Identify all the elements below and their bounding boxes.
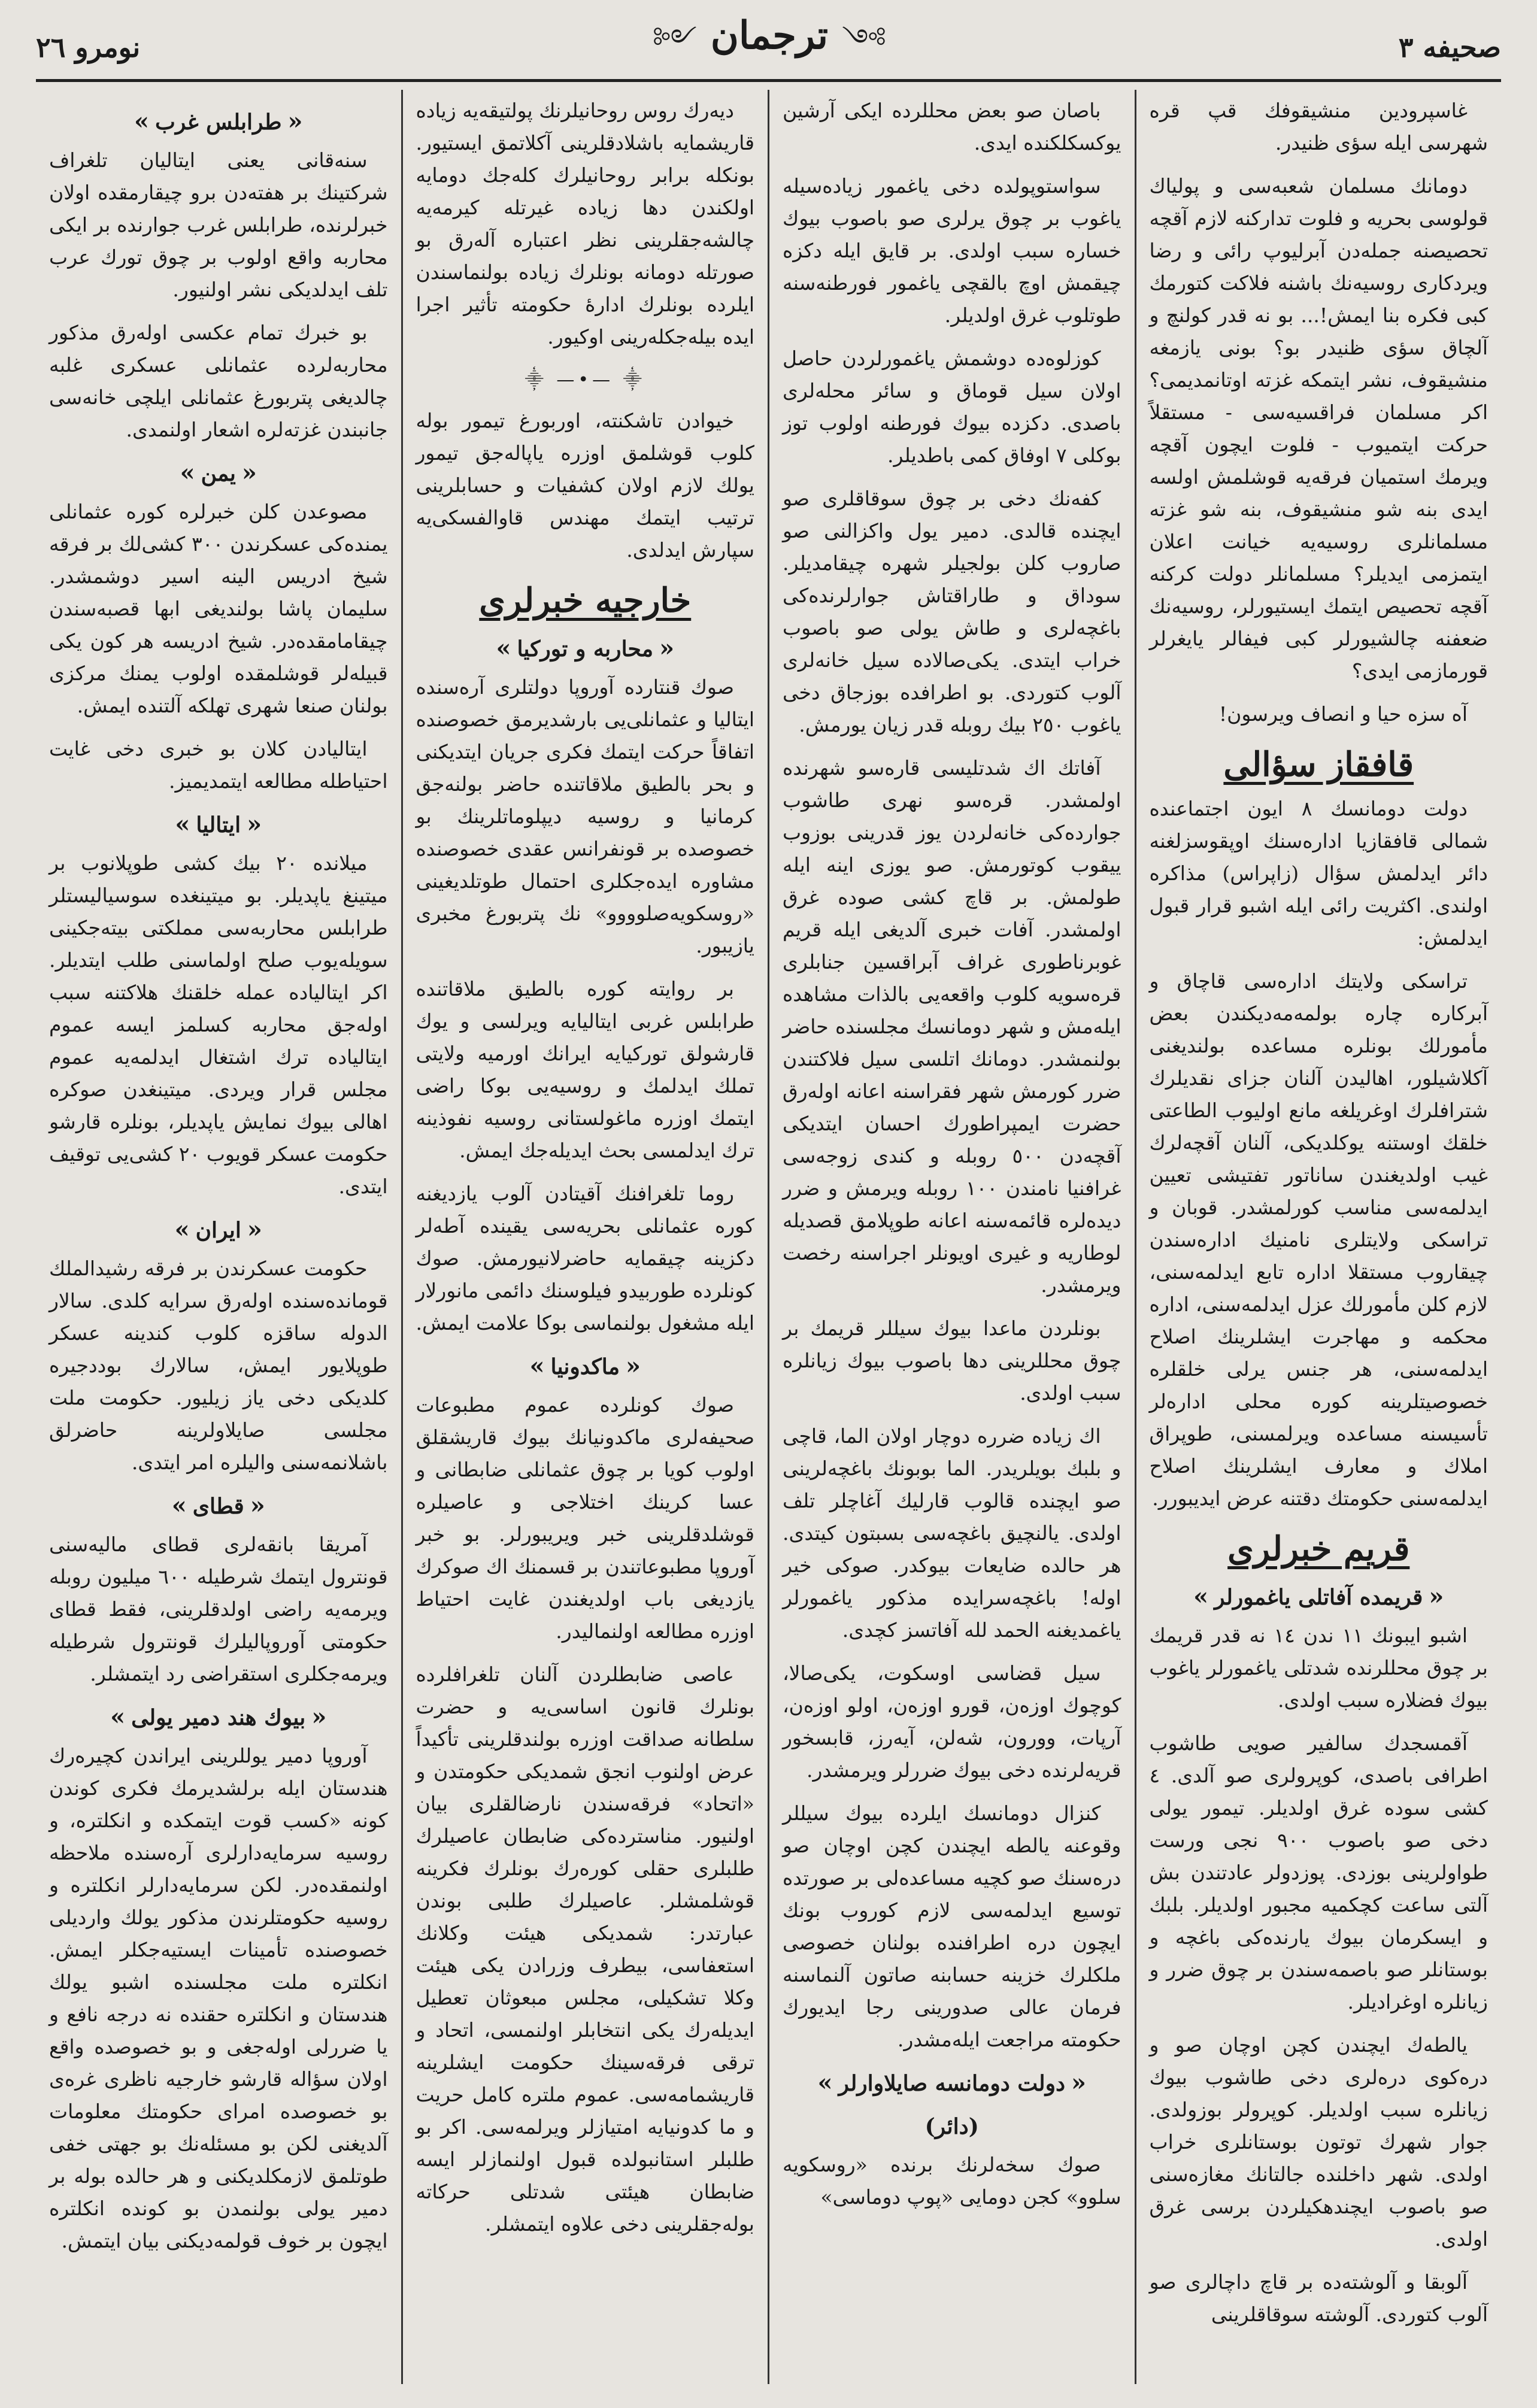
- paragraph: دومانك مسلمان شعبه‌سی و پولیاك قولوسی بحریه و فلوت تدارکنه لازم آقچه تحصیصنه جمله‌دن آبرلیوپ رائی و رضا ویردکاری روسیه‌نك باشنه فلاکت کتورمك کبی فکره بنا ایمش!... بو نه قدر کولنچ و آلچاق سؤی ظنیدر بو؟ بونی یازمغه منشیقوف، نشر ایتمکه غزته اوتانمدیمی؟ اکر مسلمان فراقسیه‌سی - مستقلاً حرکت ایتمیوب - فلوت ایچون آقچه ویرمك استمیان فرقه‌یه قوشلمش اولسه ایدی بنه شو منشیقوف، بنه شو غزته مسلمانلری روسیه‌یه خیانت اعلان ایتمزمی ایدیلر؟ مسلمانلر دولت کرکنه آقچه تحصیص ایتمك ایستیورلر، روسیه‌نك ضعفنه چالشیورلر کبی فیفالر یایغرلر قورمازمی ایدی؟: [1149, 174, 1488, 683]
- subsection-title: «دولت دومانسه صایلاوارلر»: [817, 2069, 1087, 2097]
- subsection-title: «طرابلس غرب»: [134, 107, 303, 135]
- paragraph: آوروپا دمیر یوللرینی ایراندن کچیرەرك هندستان ایله برلشدیرمك فکری کوندن کونه «کسب قوت ایتمکده و انکلتره، و روسیه سرمایه‌دارلری آرەسنده ملاحظه اولنمقده‌در. لکن سرمایه‌دارلر انکلتره و روسیه حکومتلرندن مذکور یولك واردیلی خصوصنده تأمینات ایستیه‌جکلر ایمش. انکلتره ملت مجلسنده اشبو یولك هندستان و انکلتره حقنده نه درجه نافع و یا ضررلی اولەجغی و بو خصوصده واقع اولان سؤاله قارشو خارجیه ناظری غرەی بو خصوصده امرای حکومتك معلومات آلدیغنی لکن بو مسئله‌نك بو جهتی خفی طوتلمق لازمکلدیکنی و هر حالده بوله بر دمیر یولی بولنمدن بو کونده انکلتره ایچون بر خوف قولمەدیکنی بیان ایتمش.: [49, 1744, 388, 2252]
- issue-number: نومرو ٢٦: [36, 31, 141, 63]
- paragraph: غاسپرودین منشیقوفك قپ قره شهرسی ایله سؤی ظنیدر.: [1149, 99, 1488, 154]
- paragraph: صوك کونلرده عموم مطبوعات صحیفه‌لری ماکدونیانك بیوك قاریشقلق اولوب کویا بر چوق عثمانلی ضابطانی و عسا کرینك اختلاجی و عاصیلره قوشلدقلرینی خبر ویریبورلر. بو خبر آوروپا مطبوعاتندن بر قسمنك اك صوکرك یازدیغی باب اولدیغندن غایت احتیاط اوزره مطالعه اولنمالیدر.: [416, 1393, 754, 1643]
- paragraph: باصان صو بعض محللرده ایکی آرشین یوکسکلکنده ایدی.: [783, 99, 1121, 154]
- column-2: [768, 90, 1135, 2384]
- paragraph: آفاتك اك شدتلیسی قاره‌سو شهرنده اولمشدر. قرەسو نهری طاشوب جوارده‌کی خانه‌لردن یوز قدرینی بوزوب ییقوب کوتورمش. صو یوزی اینه ایله طولمش. بر قاچ کشی صوده غرق اولمشدر. آفات خبری آلدیغی ایله قریم غوبرناطوری غراف آبراقسین جنابلری قرەسویه کلوب واقعه‌یی بالذات مشاهده ایلەمش و شهر دومانسك مجلسنده حاضر بولنمشدر. دومانك اتلسی سیل فلاکتندن ضرر کورمش شهر فقراسنه اعانه اولەرق حضرت ایمپراطورك احسان ایتدیکی آقچه‌دن ٥٠٠ روبله و کندی زوجه‌سی غرافنیا نامندن ١٠٠ روبله ویرمش و ضرر دیدەلره قائمه‌سنه اعانه طوپلامق قصدیله لوطاریه و غیری اویونلر اجراسنه رخصت ویرمشدر.: [783, 756, 1121, 1297]
- paragraph: اك زیاده ضرره دوچار اولان الما، قاچی و بلبك بویلریدر. الما بوبونك باغچه‌لرینی صو ایچنده قالوب قارلیك آغاچلر تلف اولدی. یالنچیق باغچه‌سی بسبتون کیتدی. هر حالده ضایعات بیوکدر. صوکی خیر اوله! باغچه‌سرایده مذکور یاغمورلر یاغمدیغنه الحمد لله آفاتسز کچدی.: [783, 1424, 1121, 1642]
- ornament-icon: ༺: [653, 22, 697, 55]
- subsection-title: «ایتالیا»: [175, 810, 262, 838]
- paragraph: اشبو ایبونك ١١ ندن ١٤ نه قدر قریمك بر چوق محللرنده شدتلی یاغمورلر یاغوب بیوك فضلاره سبب اولدی.: [1149, 1624, 1488, 1712]
- section-title: خارجیه خبرلری: [479, 581, 692, 620]
- paragraph: آه سزه حیا و انصاف ویرسون!: [1218, 702, 1468, 726]
- paragraph: عاصی ضابطلردن آلنان تلغرافلرده بونلرك قانون اساسی‌یه و حضرت سلطانه صداقت اوزره بولندقلرینی تأکیداً عرض اولنوب انجق شمدیکی حکومتدن و «اتحاد» فرقه‌سندن نارضالقلری بیان اولنیور. مناسترده‌کی ضابطان عاصیلرك طلبلری حقلی کورەرك بونلرك فکرینه قوشلمشلر. عاصیلرك طلبی بوندن عبارتدر: شمدیکی هیئت وکلانك استعفاسی، بیطرف وزرادن یکی هیئت وکلا تشکیلی، مجلس مبعوثان تعطیل ایدیلەرك یکی انتخابلر اولنمسی، اتحاد و ترقی فرقه‌سینك حکومت ایشلرینه قاریشمامه‌سی. عموم ملتره کامل حریت و ما کدونیایه امتیازلر ویرلمه‌سی. اکر بو طلبلر استانبولده قبول اولنمازلر ایسه ضابطان هیئتی شدتلی حرکاته بوله‌جقلرینی دخی علاوه ایتمشلر.: [416, 1663, 754, 2236]
- paragraph: کوزلوەده دوشمش یاغمورلردن حاصل اولان سیل قوماق و سائر محله‌لری باصدی. دکزده بیوك فورطنه اولوب توز بوکلی ٧ اوفاق کمی باطدیلر.: [783, 347, 1121, 467]
- ornament-icon: ༻: [842, 22, 886, 55]
- paragraph: بونلردن ماعدا بیوك سیللر قریمك بر چوق محللرینی دها باصوب بیوك زیانلره سبب اولدی.: [783, 1317, 1121, 1405]
- paragraph: بر روایته کوره بالطیق ملاقاتنده طرابلس غربی ایتالیایه ویرلسی و یوك قارشولق تورکیایه ایرانك اورمیه ولایتی تملك ایدلمك و روسیه‌یی بوکا راضی ایتمك اوزره ماغولستانی روسیه نفوذینه ترك ایدلمسی بحث ایدیلەجك ایمش.: [416, 977, 754, 1162]
- paragraph: آمریقا بانقه‌لری قطای مالیه‌سنی قونترول ایتمك شرطیله ٦٠٠ میلیون روبله ویرمه‌یه راضی اولدقلرینی، فقط قطای حکومتی آوروپالیلرك قونترول شرطیله ویرمه‌جکلری استقراضی رد ایتمشلر.: [49, 1533, 388, 1685]
- column-1: [1135, 90, 1502, 2384]
- article-columns: [36, 90, 1501, 2384]
- paragraph: تراسكی ولایتك ادارەسی قاچاق و آبرکاره چاره بولمه‌مه‌دیکندن بعض مأمورلك بونلره مساعده بولندیغنی آکلاشیلور، اهالیدن آلنان جزای نقدیلرك شترافلرك اوغریلغه مانع اولیوب الطاعتی خلقك اوستنه یوکلدیکی، آلنان آقچه‌لرك غیب اولدیغندن ساناتور تفتیشی تعیین ایدلمه‌سی مناسب کورلمشدر. قوبان و تراسكی ولایتلری نامنیك اداره‌سندن چیقاروب مستقلا اداره تابع ایدلمه‌سنی، لازم کلن مأمورلك عزل ایدلمه‌سنی، اداره محکمه و مهاجرت ایشلرینك اصلاح ایدلمه‌سنی، هر جنس یرلی خلقلره خصوصیتلرینه کوره محلی ادارەلر تأسیسنه مساعده ویرلمسنی، طوپراق املاك و معارف ایشلرینك اصلاح ایدلمه‌سنی حکومتك دقتنه عرض ایدیبورر.: [1149, 969, 1488, 1510]
- newspaper-title: ترجمان: [710, 13, 829, 58]
- paragraph: یالطه‌ك ایچندن کچن اوچان صو و دره‌کوی درەلری دخی طاشوب بیوك زیانلره سبب اولدیلر. کوپرولر بوزولدی. جوار شهرك توتون بوستانلری خراب اولدی. شهر داخلنده جالتانك مغازەسنی صو باصوب ایچندهکیلردن برسی غرق اولدی.: [1149, 2033, 1488, 2251]
- section-title: قافقاز سؤالی: [1223, 745, 1414, 784]
- paragraph: صوك سخه‌لرنك برنده «روسکویه سلوو» کجن دومایی «پوپ دوماسی»: [783, 2153, 1121, 2209]
- subsection-title: «قریمده آفاتلی یاغمورلر»: [1193, 1582, 1444, 1611]
- paragraph: آقمسجدك سالفیر صویی طاشوب اطرافی باصدی، کوپرولری صو آلدی. ٤ کشی سوده غرق اولدیلر. تیمور یولی دخی صو باصوب ٩٠٠ نجی ورست طواولرینی بوزدی. پوزدولر عادتندن بش آلتی ساعت کچکمیه مجبور اولدیلر. بلبك و ایسکرمان بیوك یارنده‌کی باغچه و بوستانلر صو باصمه‌سندن بر چوق ضرر و زیانلره اوغرادیلر.: [1149, 1731, 1488, 2013]
- paragraph: مصوعدن کلن خبرلره کوره عثمانلی یمنده‌کی عسکرندن ٣٠٠ کشی‌لك بر فرقه شیخ ادریس الینه اسیر دوشمشدر. سلیمان پاشا بولندیغی ابها قصبه‌سندن چیقامامقده‌در. شیخ ادریسه هر کون یکی قبیله‌لر قوشلمقده اولوب یمنك مرکزی بولنان صنعا شهری تهلکه آلتنده ایمش.: [49, 500, 388, 717]
- paragraph: کفه‌نك دخی بر چوق سوقاقلری صو ایچنده قالدی. دمیر یول واکزالنی صو صاروب کلن بولجیلر شهره چیقامدیلر. سوداق و طاراقتاش جوارلرنده‌کی باغچه‌لری و طاش یولی صو باصوب خراب ایتدی. یکی‌صالاده سیل خانه‌لری آلوب کتوردی. بو اطرافده بوزجاق دخی یاغوب ٢٥٠ بیك روبله قدر زیان یورمش.: [783, 487, 1121, 736]
- paragraph: دولت دومانسك ٨ ایون اجتماعنده شمالی قافقازیا ادارەسنك اوپقوسزلغنه دائر ایدلمش سؤال (زاپراس) مذاکره اولندی. اکثریت رائی ایله اشبو قرار قبول ایدلمش:: [1149, 797, 1488, 950]
- divider: ⸎ —•— ⸎: [525, 369, 645, 390]
- paragraph: سنه‌قانی یعنی ایتالیان تلغراف شرکتینك بر هفته‌دن برو چیقارمقده اولان خبرلرنده، طرابلس غرب جوارنده بر ایکی محاربه واقع اولوب بر چوق تورك عرب تلف ایدلدیکی نشر اولنیور.: [49, 148, 388, 301]
- paragraph: میلاندە ٢٠ بیك کشی طوپلانوب بر میتینغ یاپدیلر. بو میتینغده سوسیالیستلر طرابلس محاربه‌سی مملکتی بیتەجکینی سویلەیوب صلح اولماسنی طلب ایتدیلر. اکر ایتالیاده عمله خلقنك هلاکتنه سبب اولەجق محاربه کسلمز ایسه عموم ایتالیاده ترك اشتغال ایدلمه‌یه عموم مجلس قرار ویردی. میتینغدن صوکره اهالی بیوك نمایش یاپدیلر، بونلره قارشو حکومت عسکر قویوب ٢٠ کشی‌یی توقیف ایتدی.: [49, 851, 388, 1198]
- paragraph: دیەرك روس روحانیلرنك پولتیقه‌یه زیاده قاریشمایه باشلادقلرینی آکلاتمق ایستیور. بونکله برابر روحانیلرك کلەجك دومایه اولکندن دها زیاده غیرتله کیرمه‌یه چالشه‌جقلرینی نظر اعتباره آلەرق بو صورتله دومانه بونلرك زیاده بولنماسندن ایلرده بونلرك ادارۀ حکومته تأثیر اجرا ایده بیلەجکلەرینی اوکیور.: [416, 99, 754, 348]
- paragraph: حکومت عسکرندن بر فرقه رشیدالملك قوماندەسنده اولەرق سرایه کلدی. سالار الدوله ساقزه کلوب کندینه عسکر طوپلایور ایمش، سالارك بوددجیره کلدیکی دخی یاز زیلیور. حکومت ملت مجلسی صایلاولرینه حاضرلق باشلانمه‌سنی والیلره امر ایتدی.: [49, 1257, 388, 1474]
- paragraph: سواستوپولده دخی یاغمور زیاده‌سیله یاغوب بر چوق یرلری صو باصوب بیوك خساره سبب اولدی. بر قایق ایله دکزه چیقمش اوچ بالقچی یاغمور فورطنه‌سنه طوتلوب غرق اولدیلر.: [783, 174, 1121, 327]
- masthead-title-group: [642, 9, 897, 86]
- paragraph: سیل قضاسی اوسکوت، یکی‌صالا، کوچوك اوزەن، قورو اوزەن، اولو اوزەن، آرپات، وورون، شەلن، آیەرز، قابسخور قریەلرنده دخی بیوك ضررلر ویرمشدر.: [783, 1661, 1121, 1782]
- subsection-title: «ایران»: [174, 1215, 262, 1244]
- column-4: [36, 90, 401, 2384]
- subsection-title: «بیوك هند دمیر یولی»: [110, 1703, 327, 1731]
- paragraph: صوك قنتارده آوروپا دولتلری آرەسنده ایتالیا و عثمانلی‌یی بارشدیرمق خصوصنده اتفاقاً حرکت ایتمك فکری جریان ایتدیکنی و بحر بالطیق ملاقاتنده حاضر بولنه‌جق کرمانیا و روسیه دیپلوماتلرینك بو خصوصده بر قونفرانس عقدی خصوصنده مشاوره ایدەجکلری احتمال طوتلدیغینی «روسکویه‌صلوووو» نك پتربورغ مخبری یازیبور.: [416, 675, 754, 957]
- subsection-title: «محاربه و تورکیا»: [496, 634, 675, 662]
- column-3: [401, 90, 768, 2384]
- paragraph: خیوادن تاشکنته، اوربورغ تیمور بوله کلوب قوشلمق اوزره یاپالەجق تیمور یولك لازم اولان کشفیات و حسابلرینی ترتیب ایتمك مهندس قاوالفسکی‌یه سپارش ایدلدی.: [416, 409, 754, 562]
- paragraph: روما تلغرافنك آقیتادن آلوب یازدیغنه کوره عثمانلی بحریه‌سی یقینده آطه‌لر دکزینه چیقمایه حاضرلانیورمش. صوك کونلرده طوربیدو فیلوسنك دائمی مانورلار ایله مشغول بولنماسی بوکا علامت ایمش.: [416, 1182, 754, 1335]
- paragraph: ایتالیادن کلان بو خبری دخی غایت احتیاطله مطالعه ایتمدیمیز.: [49, 737, 388, 793]
- paragraph: آلوبقا و آلوشته‌ده بر قاچ داچالری صو آلوب کتوردی. آلوشته سوقاقلرینی: [1149, 2270, 1488, 2326]
- subsection-title: «یمن»: [180, 459, 257, 487]
- subsection-note: (دائر): [924, 2114, 979, 2139]
- page-number: صحیفه ٣: [1398, 31, 1501, 63]
- subsection-title: «قطای»: [171, 1491, 265, 1520]
- header-rule: [36, 79, 1501, 82]
- section-title: قریم خبرلری: [1227, 1529, 1410, 1569]
- masthead: [36, 14, 1501, 80]
- subsection-title: «ماکدونیا»: [529, 1352, 641, 1380]
- paragraph: کنزال دومانسك ایلرده بیوك سیللر وقوعنه یالطه ایچندن کچن اوچان صو درەسنك صو کچیه مساعدەلی بر صورتده توسیع ایدلمه‌سی لازم کوروب بونك ایچون دره اطرافنده بولنان خصوصی ملکلرك خزینه حسابنه صاتون آلنماسنه فرمان عالی صدورینی رجا ایدیورك حکومته مراجعت ایلەمشدر.: [783, 1802, 1121, 2051]
- paragraph: بو خبرك تمام عکسی اولەرق مذکور محاربەلرده عثمانلی عسکری غلبه چالدیغی پتربورغ عثمانلی ایلچی خانه‌سی جانبندن غزته‌لره اشعار اولنمدی.: [49, 321, 388, 441]
